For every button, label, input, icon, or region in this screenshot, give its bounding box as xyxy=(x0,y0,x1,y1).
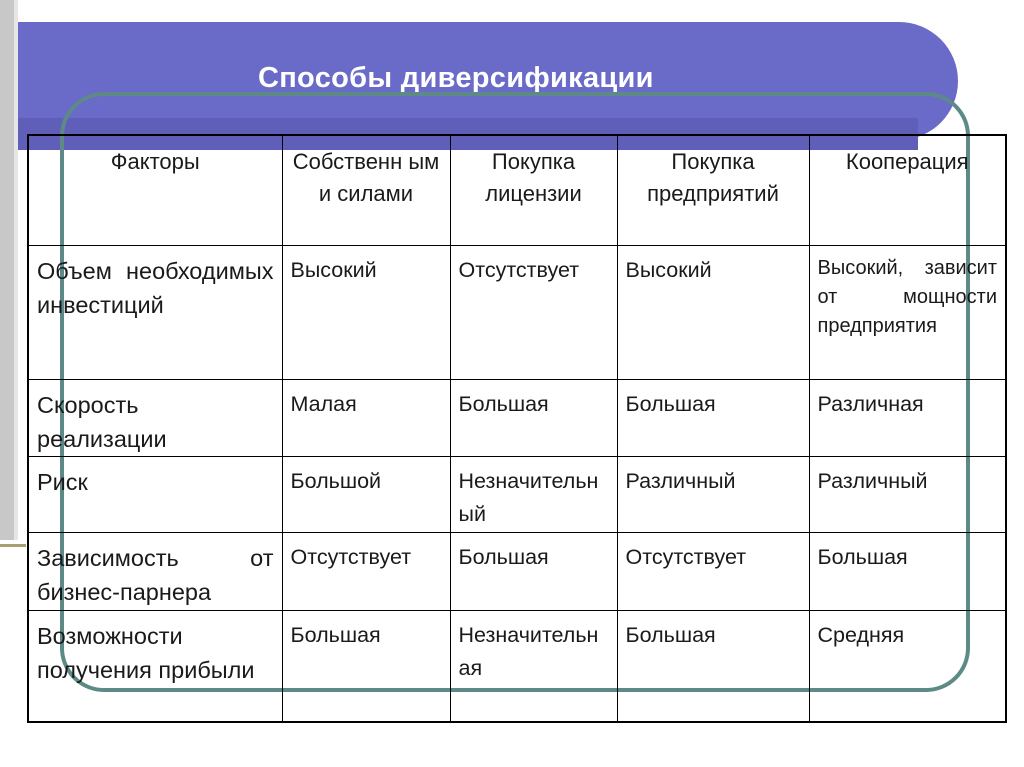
cell-own: Высокий xyxy=(282,245,450,379)
row-factor: Зависимость от бизнес-парнера xyxy=(28,532,282,610)
olive-accent-line xyxy=(0,544,26,547)
cell-cooperation: Различный xyxy=(809,456,1006,532)
table-row xyxy=(28,245,1006,379)
header-cooperation: Кооперация xyxy=(809,135,1006,245)
cell-enterprise: Различный xyxy=(617,456,809,532)
header-license-purchase: Покупка лицензии xyxy=(450,135,617,245)
cell-cooperation: Высокий, зависит от мощности предприятия xyxy=(809,245,1006,379)
cell-license: Незначительная xyxy=(450,610,617,722)
cell-own: Большая xyxy=(282,610,450,722)
table-header-row xyxy=(28,135,1006,245)
table-row xyxy=(28,610,1006,722)
cell-cooperation: Большая xyxy=(809,532,1006,610)
cell-own: Отсутствует xyxy=(282,532,450,610)
cell-enterprise: Высокий xyxy=(617,245,809,379)
diversification-table xyxy=(27,134,1007,723)
slide-title: Способы диверсификации xyxy=(258,62,654,94)
cell-cooperation: Различная xyxy=(809,379,1006,456)
cell-license: Большая xyxy=(450,379,617,456)
row-factor: Риск xyxy=(28,456,282,532)
cell-license: Незначительный xyxy=(450,456,617,532)
table-row xyxy=(28,532,1006,610)
cell-own: Большой xyxy=(282,456,450,532)
header-own-forces: Собственн ыми силами xyxy=(282,135,450,245)
table-row xyxy=(28,379,1006,456)
row-factor: Объем необходимых инвестиций xyxy=(28,245,282,379)
row-factor: Скорость реализации xyxy=(28,379,282,456)
cell-enterprise: Отсутствует xyxy=(617,532,809,610)
cell-own: Малая xyxy=(282,379,450,456)
cell-enterprise: Большая xyxy=(617,610,809,722)
table-row xyxy=(28,456,1006,532)
row-factor: Возможности получения прибыли xyxy=(28,610,282,722)
cell-cooperation: Средняя xyxy=(809,610,1006,722)
header-factors: Факторы xyxy=(28,135,282,245)
cell-enterprise: Большая xyxy=(617,379,809,456)
header-enterprise-purchase: Покупка предприятий xyxy=(617,135,809,245)
left-gray-bar xyxy=(0,0,14,540)
cell-license: Отсутствует xyxy=(450,245,617,379)
cell-license: Большая xyxy=(450,532,617,610)
